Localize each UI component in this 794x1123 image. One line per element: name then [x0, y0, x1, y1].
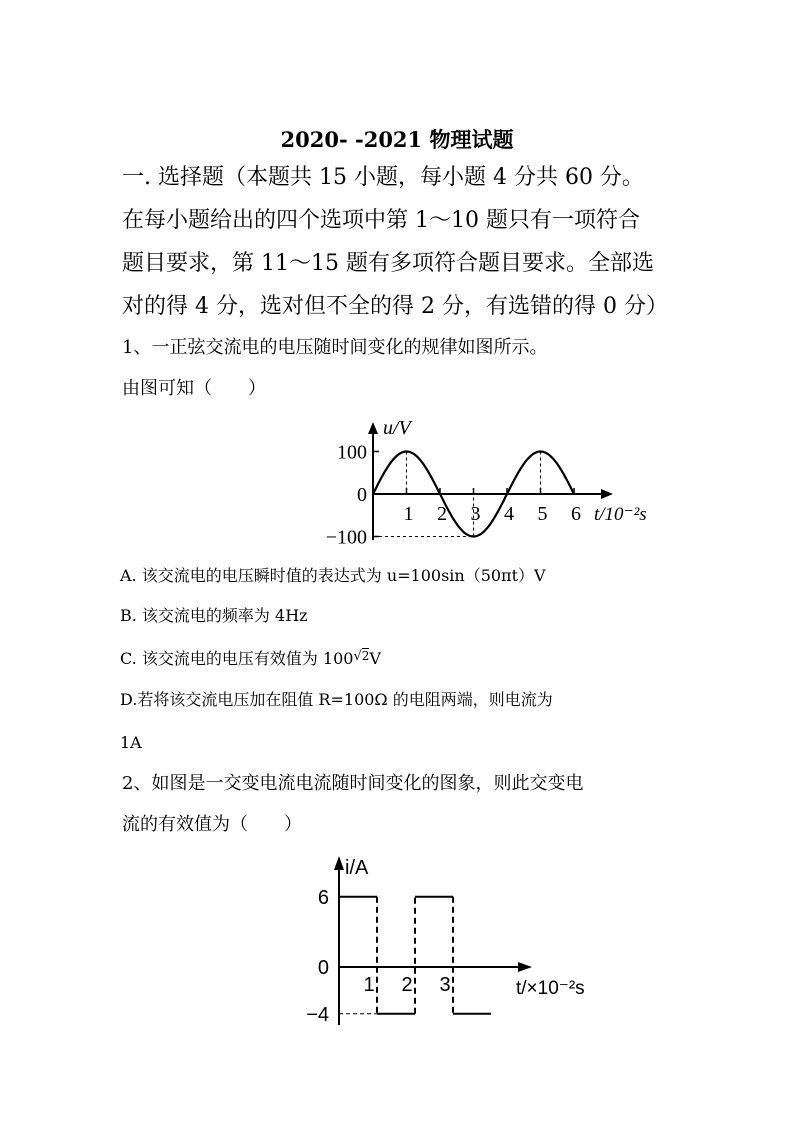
q1-option-c-unit: V: [369, 649, 381, 668]
y-tick-label: −4: [306, 1003, 329, 1026]
x-tick-label: 2: [437, 503, 447, 525]
q1-stem-line-2: 由图可知（ ）: [122, 378, 266, 399]
x-tick-label: 1: [363, 974, 375, 996]
q1-stem-line-1: 1、一正弦交流电的电压随时间变化的规律如图所示。: [122, 337, 548, 358]
x-tick-label: 3: [439, 974, 451, 996]
x-tick-label: 5: [537, 503, 548, 525]
y-tick-label: 100: [337, 441, 367, 464]
x-tick-label: 4: [504, 503, 514, 525]
q1-option-c: [120, 649, 381, 671]
y-tick-label: 0: [357, 484, 367, 506]
sqrt-symbol: √: [353, 649, 362, 664]
y-tick-label: 6: [317, 886, 329, 909]
x-tick-label: 3: [470, 503, 481, 525]
x-tick-label: 6: [571, 503, 581, 525]
q1-sine-chart: [320, 410, 670, 550]
y-axis-label: i/A: [345, 857, 369, 879]
sqrt-radicand: 2: [361, 649, 370, 663]
y-tick-label: 0: [317, 957, 329, 979]
q1-option-a: A. 该交流电的电压瞬时值的表达式为 u=100sin（50πt）V: [120, 566, 546, 585]
q2-stem-line-1: 2、如图是一交变电流电流随时间变化的图象，则此交变电: [122, 773, 584, 794]
y-tick-label: −100: [325, 526, 367, 549]
page-title: 2020- -2021 物理试题: [280, 127, 514, 152]
y-axis-arrow: [368, 422, 378, 434]
q1-option-c-text: C. 该交流电的电压有效值为 100: [120, 649, 354, 668]
q2-square-wave-chart: [300, 850, 630, 1030]
x-tick-label: 1: [403, 503, 414, 525]
x-tick-label: 2: [401, 974, 413, 996]
section-heading-line-3: 题目要求，第 11～15 题有多项符合题目要求。全部选: [122, 251, 654, 276]
q1-option-d-line-1: D.若将该交流电压加在阻值 R=100Ω 的电阻两端，则电流为: [120, 690, 553, 709]
x-axis-label: t/10⁻²s: [594, 504, 647, 525]
y-axis-arrow: [334, 856, 344, 870]
q1-option-d-line-2: 1A: [120, 733, 142, 752]
x-axis-arrow: [601, 489, 613, 499]
q2-stem-line-2: 流的有效值为（ ）: [122, 814, 302, 835]
y-axis-label: u/V: [383, 417, 411, 439]
x-axis-label: t/×10⁻²s: [516, 978, 585, 999]
q1-option-b: B. 该交流电的频率为 4Hz: [120, 606, 308, 625]
x-axis-arrow: [518, 962, 532, 972]
section-heading-line-2: 在每小题给出的四个选项中第 1～10 题只有一项符合: [122, 208, 640, 233]
section-heading-line-1: 一. 选择题（本题共 15 小题，每小题 4 分共 60 分。: [122, 165, 644, 190]
section-heading-line-4: 对的得 4 分，选对但不全的得 2 分，有选错的得 0 分）: [122, 294, 668, 319]
